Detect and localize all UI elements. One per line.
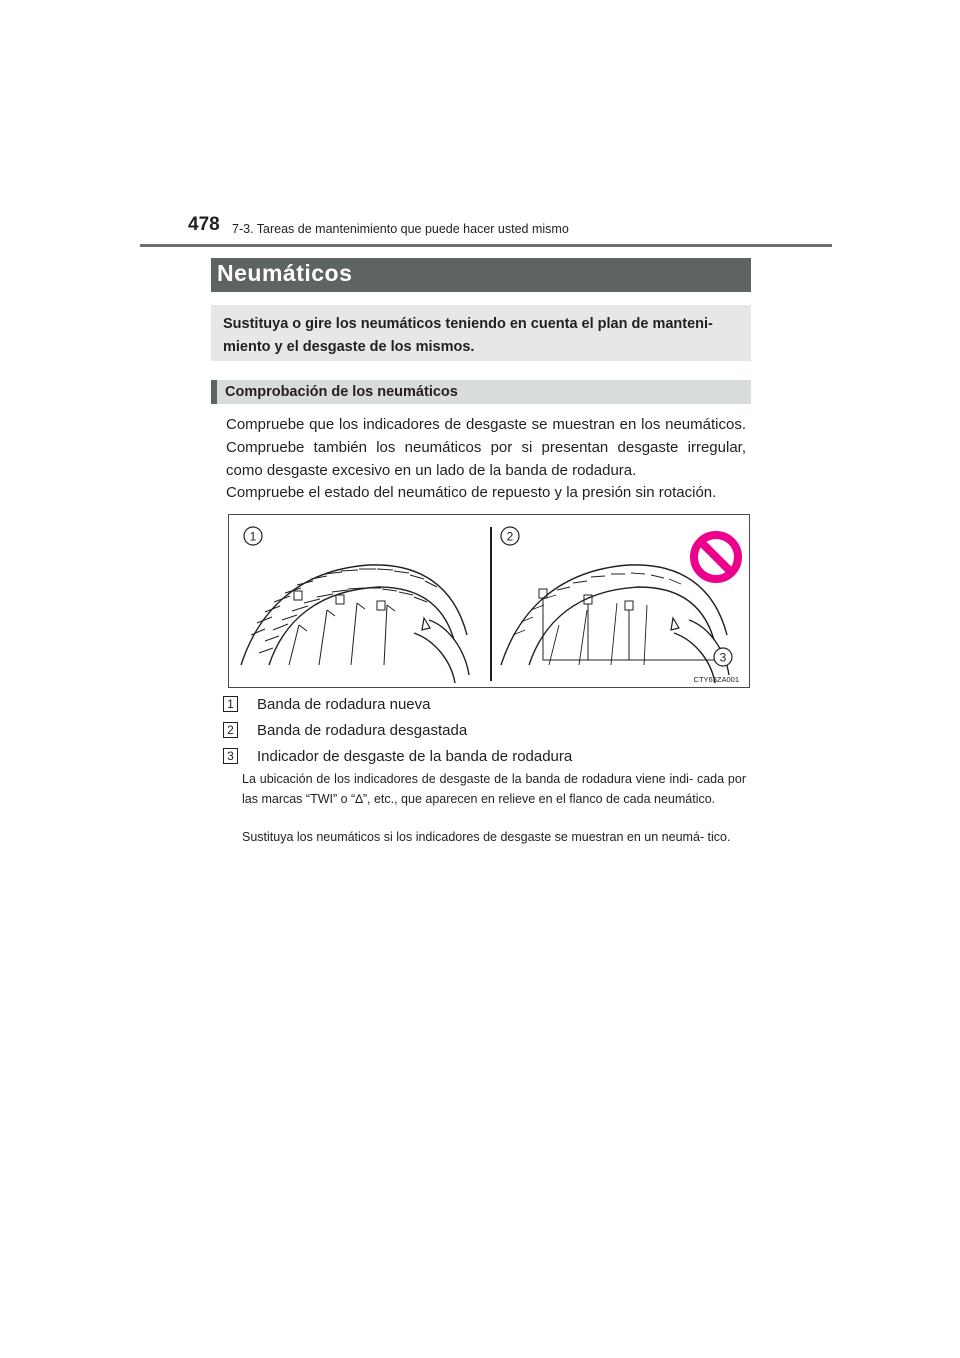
- callout-2: [501, 527, 519, 545]
- legend-label-1: Banda de rodadura nueva: [257, 696, 431, 713]
- legend-num-2: 2: [223, 722, 238, 738]
- subsection-title: Comprobación de los neumáticos: [225, 384, 458, 400]
- paragraph-spare-tire: Compruebe el estado del neumático de repuesto y la presión sin rotación.: [226, 484, 717, 501]
- intro-text: Sustituya o gire los neumáticos teniendo en cuenta el plan de manteni- miento y el desgaste de los mismos.: [223, 316, 713, 355]
- callout-2-label: 2: [506, 529, 514, 544]
- legend-num-1: 1: [223, 696, 238, 712]
- paragraph-check-wear: Compruebe que los indicadores de desgaste se muestran en los neumáticos. Compruebe también los neumáticos por si presentan desgaste irregular, como desgaste excesivo en un lado de la banda de rodadura.: [226, 416, 746, 479]
- tire-tread-figure: [228, 514, 750, 688]
- subsection-accent: [211, 380, 217, 404]
- legend-label-3: Indicador de desgaste de la banda de rodadura: [257, 748, 573, 765]
- tire-illustration: [229, 515, 749, 687]
- note-replace-tires: Sustituya los neumáticos si los indicadores de desgaste se muestran en un neumá- tico.: [242, 830, 731, 844]
- figure-code: CTY63ZA001: [693, 675, 739, 684]
- callout-3: [714, 648, 732, 666]
- header-rule: [140, 244, 832, 247]
- legend-num-3: 3: [223, 748, 238, 764]
- new-tread-tire: [241, 565, 469, 683]
- callout-3-label: 3: [719, 650, 727, 665]
- callout-1-label: 1: [249, 529, 257, 544]
- prohibited-icon: [694, 535, 738, 579]
- page-number: 478: [188, 214, 220, 235]
- worn-tread-tire: [501, 565, 729, 683]
- section-header: 7-3. Tareas de mantenimiento que puede hacer usted mismo: [232, 222, 569, 236]
- callout-1: [244, 527, 262, 545]
- page-title: Neumáticos: [217, 260, 353, 286]
- legend-label-2: Banda de rodadura desgastada: [257, 722, 468, 739]
- note-wear-indicator-location: La ubicación de los indicadores de desgaste de la banda de rodadura viene indi- cada por las marcas “TWI” o “∆”, etc., que aparecen en relieve en el flanco de cada neumático.: [242, 772, 746, 806]
